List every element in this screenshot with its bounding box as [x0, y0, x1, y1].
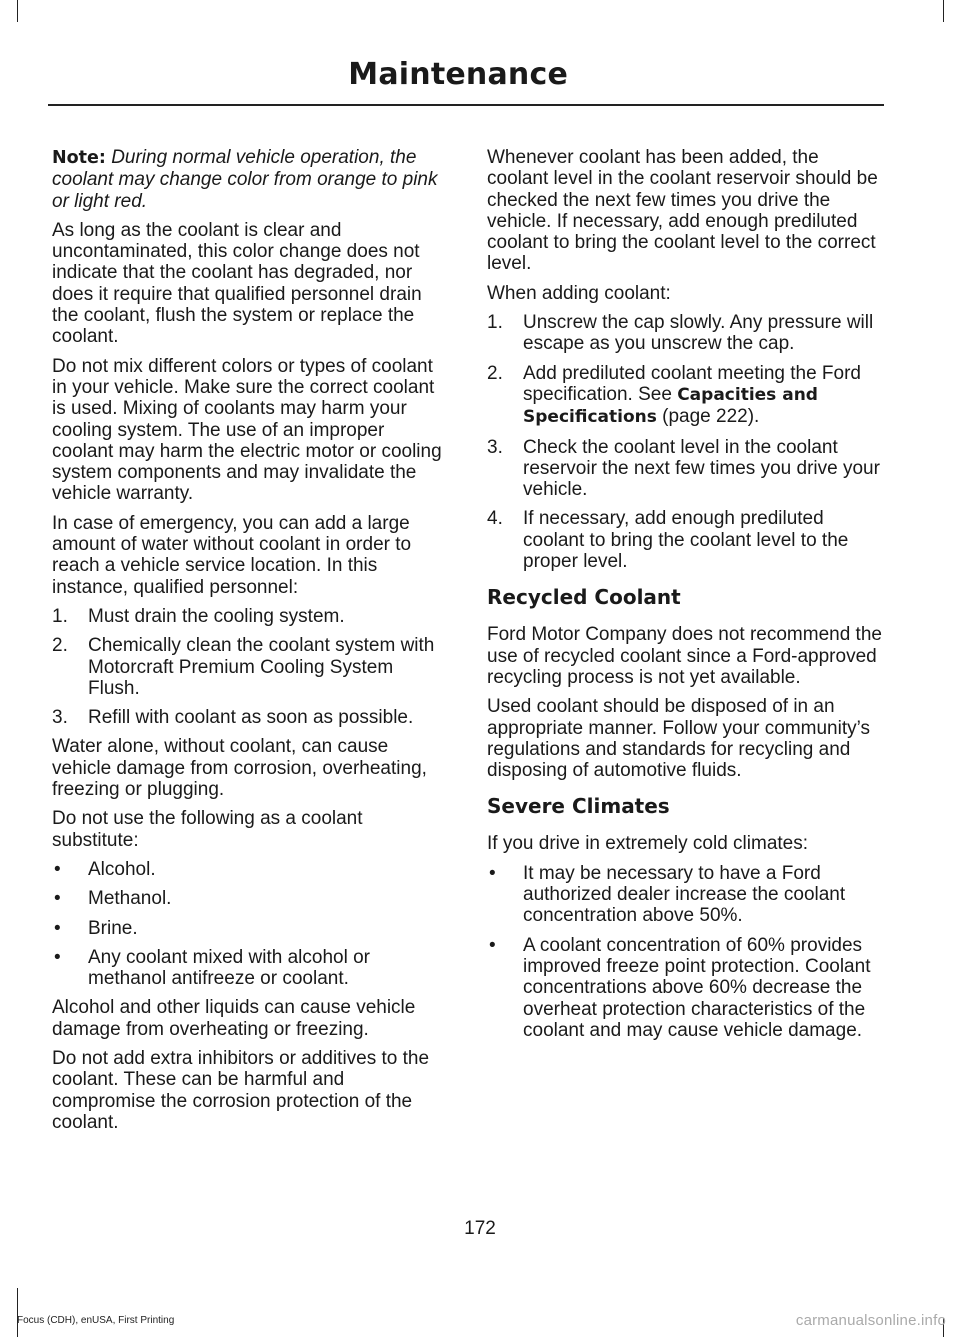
list-item — [487, 863, 883, 927]
paragraph-inhibitors: Do not add extra inhibitors or additives to the coolant. These can be harmful and compromise the corrosion protection of the coolant. — [52, 1047, 430, 1133]
step-number: 3. — [52, 707, 68, 729]
paragraph-recycled: Ford Motor Company does not recommend the use of recycled coolant since a Ford-approved recycling process is not yet available. — [487, 624, 882, 688]
bullet-text: Alcohol. — [88, 858, 156, 880]
list-item — [487, 935, 883, 1041]
step-text: Check the coolant level in the coolant reservoir the next few times you drive your vehicle. — [523, 436, 880, 501]
paragraph-substitute-intro: Do not use the following as a coolant substitute: — [52, 808, 363, 851]
list-item — [52, 606, 448, 627]
bullet-icon: • — [489, 934, 496, 956]
step-text: Unscrew the cap slowly. Any pressure will escape as you unscrew the cap. — [523, 312, 874, 355]
bullet-icon: • — [54, 946, 61, 968]
list-item — [52, 918, 448, 939]
step-text: Refill with coolant as soon as possible. — [88, 707, 414, 729]
step-text: Chemically clean the coolant system with Motorcraft Premium Cooling System Flush. — [88, 635, 435, 699]
emergency-steps-list — [52, 606, 448, 728]
paragraph-alcohol-damage: Alcohol and other liquids can cause vehicle damage from overheating or freezing. — [52, 997, 416, 1040]
step-text: Must drain the cooling system. — [88, 605, 345, 627]
note-text: During normal vehicle operation, the coolant may change color from orange to pink or light red. — [52, 147, 438, 212]
bullet-text: Methanol. — [88, 888, 172, 910]
edition-footer: Focus (CDH), enUSA, First Printing — [17, 1315, 175, 1326]
paragraph-disposal: Used coolant should be disposed of in an appropriate manner. Follow your community’s regulations and standards for recycling and disposing of automotive fluids. — [487, 696, 870, 782]
section-title: Maintenance — [348, 57, 568, 92]
paragraph-water-alone: Water alone, without coolant, can cause vehicle damage from corrosion, overheating, freezing or plugging. — [52, 736, 427, 801]
paragraph-cold-climates: If you drive in extremely cold climates: — [487, 833, 809, 855]
bullet-icon: • — [54, 917, 61, 939]
step-number: 4. — [487, 508, 503, 530]
step-text: Add prediluted coolant meeting the Ford specification. See — [523, 362, 861, 405]
capacities-link[interactable]: Capacities and Specifications — [523, 384, 818, 428]
substitute-bullet-list — [52, 859, 448, 989]
paragraph-emergency: In case of emergency, you can add a large amount of water without coolant in order to reach a vehicle service location. In this instance, qualified personnel: — [52, 512, 412, 598]
paragraph-when-adding: When adding coolant: — [487, 282, 671, 304]
list-item — [52, 859, 448, 880]
bullet-text: It may be necessary to have a Ford authorized dealer increase the coolant concentration above 50%. — [523, 862, 846, 927]
step-number: 1. — [487, 312, 503, 334]
right-column — [487, 147, 883, 1049]
list-item — [52, 888, 448, 909]
paragraph-color-change: As long as the coolant is clear and uncontaminated, this color change does not indicate that the coolant has degraded, nor does it require that qualified personnel drain the coolant, flush the system or replace the coolant. — [52, 219, 422, 348]
note-label: Note: — [52, 148, 106, 168]
page-number: 172 — [464, 1218, 496, 1239]
bullet-icon: • — [489, 862, 496, 884]
watermark: carmanualsonline.info — [795, 1312, 946, 1329]
bullet-text: A coolant concentration of 60% provides improved freeze point protection. Coolant concentrations above 60% decrease the overheat protection characteristics of the coolant and may cause vehicle damage. — [523, 934, 871, 1041]
crop-mark-top-left — [17, 0, 18, 22]
adding-steps-list — [487, 312, 883, 572]
page-reference: (page 222). — [656, 406, 760, 428]
note-paragraph — [52, 147, 448, 212]
bullet-text: Brine. — [88, 917, 138, 939]
list-item — [52, 707, 448, 728]
bullet-icon: • — [54, 858, 61, 880]
paragraph-mixing-warning: Do not mix different colors or types of coolant in your vehicle. Make sure the correct coolant is used. Mixing of coolants may harm your cooling system. The use of an improper coolant may harm the electric motor or cooling system components and may invalidate the vehicle warranty. — [52, 355, 442, 505]
crop-mark-bottom-left — [17, 1288, 18, 1337]
list-item — [487, 437, 883, 501]
recycled-coolant-heading: Recycled Coolant — [487, 585, 681, 610]
bullet-icon: • — [54, 888, 61, 910]
list-item — [52, 635, 448, 699]
left-column — [52, 147, 448, 1141]
step-number: 1. — [52, 605, 68, 627]
header-rule — [48, 104, 884, 106]
bullet-text: Any coolant mixed with alcohol or methanol antifreeze or coolant. — [88, 946, 370, 990]
severe-climates-heading: Severe Climates — [487, 794, 670, 819]
climate-bullet-list — [487, 863, 883, 1041]
step-number: 2. — [487, 362, 503, 384]
list-item — [52, 947, 448, 990]
paragraph-after-adding: Whenever coolant has been added, the coolant level in the coolant reservoir should be checked the next few times you drive the vehicle. If necessary, add enough prediluted coolant to bring the coolant level to the correct level. — [487, 147, 878, 275]
step-number: 2. — [52, 635, 68, 657]
list-item — [487, 363, 883, 429]
step-text: If necessary, add enough prediluted coolant to bring the coolant level to the proper level. — [523, 508, 849, 573]
step-number: 3. — [487, 436, 503, 458]
list-item — [487, 508, 883, 572]
list-item — [487, 312, 883, 355]
crop-mark-top-right — [943, 0, 944, 22]
